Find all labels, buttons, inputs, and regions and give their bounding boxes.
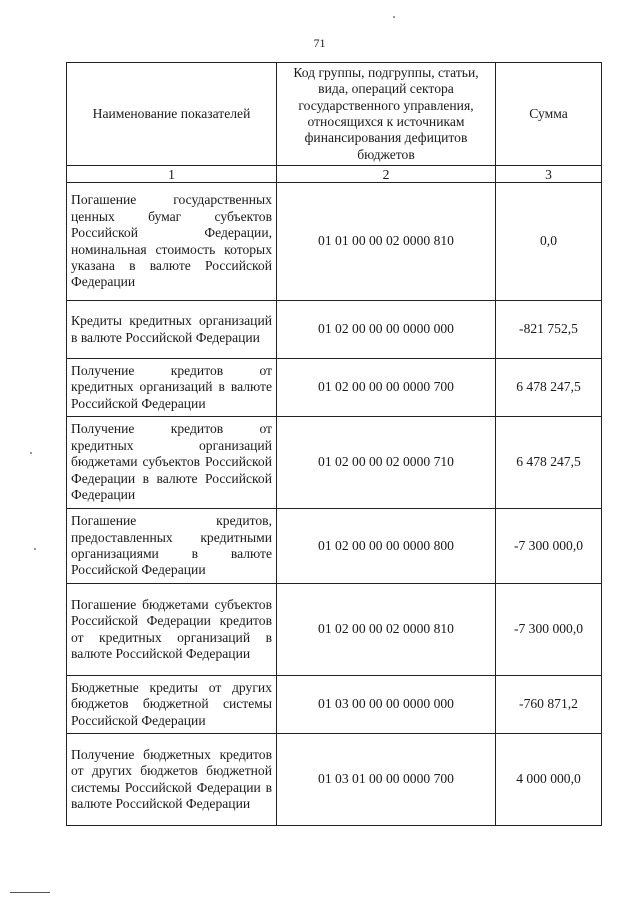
row-name: Получение бюджетных кредитов от других бюджетов бюджетной системы Российской Федерации в валюте Российской Федерации: [67, 734, 277, 826]
row-sum: 4 000 000,0: [496, 734, 602, 826]
row-sum: -760 871,2: [496, 676, 602, 734]
table-row: [67, 509, 602, 584]
header-sum: Сумма: [496, 63, 602, 166]
row-sum: -7 300 000,0: [496, 584, 602, 676]
row-sum: -7 300 000,0: [496, 509, 602, 584]
row-sum: -821 752,5: [496, 301, 602, 359]
column-number: 3: [496, 166, 602, 183]
row-sum: 0,0: [496, 183, 602, 301]
table-row: [67, 734, 602, 826]
row-name: Получение кредитов от кредитных организаций бюджетами субъектов Российской Федерации в валюте Российской Федерации: [67, 417, 277, 509]
page-number: 71: [313, 36, 326, 50]
scan-speck: [34, 548, 36, 550]
column-number: 1: [67, 166, 277, 183]
row-code: 01 01 00 00 02 0000 810: [277, 183, 496, 301]
table-row: [67, 183, 602, 301]
row-code: 01 02 00 00 02 0000 810: [277, 584, 496, 676]
table-row: [67, 301, 602, 359]
row-name: Получение кредитов от кредитных организаций в валюте Российской Федерации: [67, 359, 277, 417]
row-name: Погашение бюджетами субъектов Российской Федерации кредитов от кредитных организаций в валюте Российской Федерации: [67, 584, 277, 676]
row-name: Погашение кредитов, предоставленных кредитными организациями в валюте Российской Федерации: [67, 509, 277, 584]
row-name: Бюджетные кредиты от других бюджетов бюджетной системы Российской Федерации: [67, 676, 277, 734]
scan-speck: [393, 16, 395, 18]
scan-mark: [10, 892, 50, 893]
financing-sources-table: [66, 62, 602, 826]
row-name: Кредиты кредитных организаций в валюте Российской Федерации: [67, 301, 277, 359]
table-row: [67, 359, 602, 417]
row-sum: 6 478 247,5: [496, 417, 602, 509]
row-code: 01 02 00 00 00 0000 800: [277, 509, 496, 584]
row-code: 01 02 00 00 00 0000 000: [277, 301, 496, 359]
row-sum: 6 478 247,5: [496, 359, 602, 417]
table-row: [67, 676, 602, 734]
row-code: 01 02 00 00 02 0000 710: [277, 417, 496, 509]
row-code: 01 03 01 00 00 0000 700: [277, 734, 496, 826]
header-budget-code: Код группы, подгруппы, статьи, вида, операций сектора государственного управления, относящихся к источникам финансирования дефицитов бюджетов: [277, 63, 496, 166]
table-header-row: [67, 63, 602, 166]
column-number-row: [67, 166, 602, 183]
column-number: 2: [277, 166, 496, 183]
row-code: 01 03 00 00 00 0000 000: [277, 676, 496, 734]
row-code: 01 02 00 00 00 0000 700: [277, 359, 496, 417]
header-indicator-name: Наименование показателей: [67, 63, 277, 166]
table-row: [67, 417, 602, 509]
scan-speck: [30, 452, 32, 454]
row-name: Погашение государственных ценных бумаг субъектов Российской Федерации, номинальная стоимость которых указана в валюте Российской Федерации: [67, 183, 277, 301]
table-row: [67, 584, 602, 676]
